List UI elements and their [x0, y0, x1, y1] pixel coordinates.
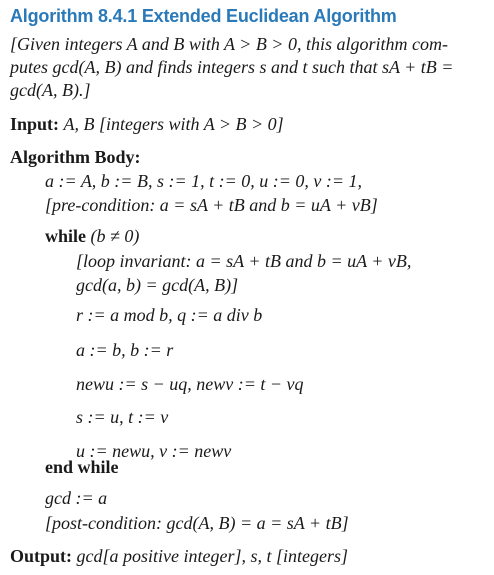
algorithm-title: Algorithm 8.4.1 Extended Euclidean Algorithm	[10, 6, 397, 26]
input-label: Input:	[10, 114, 60, 134]
while-keyword: while	[45, 226, 87, 246]
intro-line-2: putes gcd(A, B) and finds integers s and t such that sA + tB =	[10, 57, 454, 77]
loop-invariant-line-1: [loop invariant: a = sA + tB and b = uA + vB,	[76, 251, 412, 271]
init-line: a := A, b := B, s := 1, t := 0, u := 0, v := 1,	[45, 171, 363, 191]
loop-statement: u := newu, v := newv	[76, 441, 232, 461]
while-line	[45, 225, 139, 247]
output-label: Output:	[10, 546, 73, 566]
output-line	[10, 545, 348, 567]
postcondition-line: [post-condition: gcd(A, B) = a = sA + tB]	[45, 513, 349, 533]
loop-statement: newu := s − uq, newv := t − vq	[76, 374, 304, 394]
precondition-line: [pre-condition: a = sA + tB and b = uA + vB]	[45, 195, 378, 215]
input-line	[10, 113, 284, 135]
loop-invariant-line-2: gcd(a, b) = gcd(A, B)]	[76, 275, 239, 295]
input-text: A, B [integers with A > B > 0]	[63, 114, 284, 134]
loop-statement: s := u, t := v	[76, 407, 169, 427]
intro-line-1: [Given integers A and B with A > B > 0, this algorithm com-	[10, 34, 448, 54]
algorithm-body-label: Algorithm Body:	[10, 147, 141, 167]
gcd-assignment: gcd := a	[45, 488, 108, 508]
end-while: end while	[45, 457, 119, 477]
intro-line-3: gcd(A, B).]	[10, 80, 91, 100]
loop-statement: r := a mod b, q := a div b	[76, 305, 263, 325]
while-condition: (b ≠ 0)	[90, 226, 140, 246]
output-text: gcd[a positive integer], s, t [integers]	[76, 546, 348, 566]
loop-statement: a := b, b := r	[76, 340, 174, 360]
